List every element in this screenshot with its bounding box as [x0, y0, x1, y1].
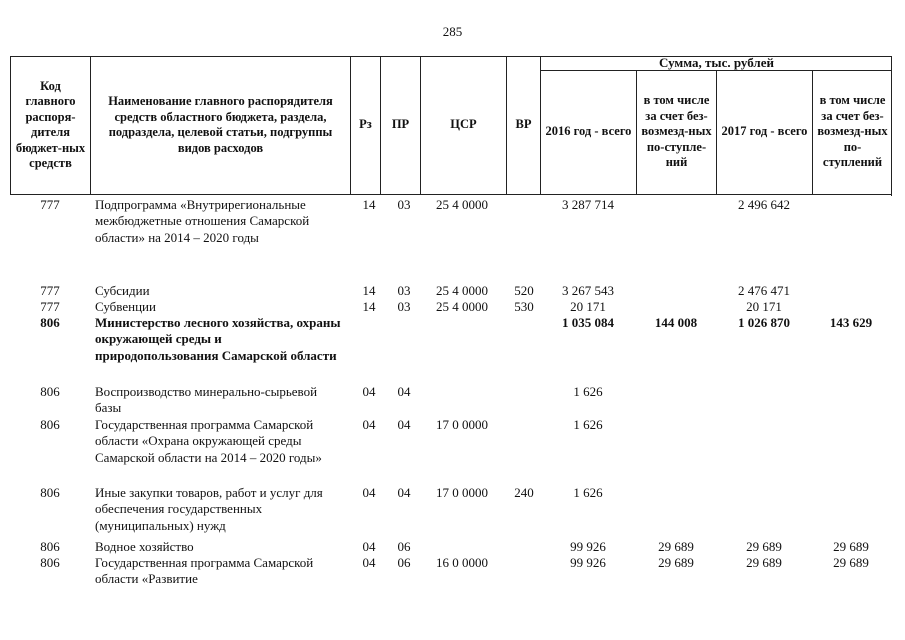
- header-2016-total: 2016 год - всего: [540, 70, 636, 194]
- row-name: Государственная программа Самарской области «Развитие: [95, 555, 314, 587]
- row-2017-total: 29 689: [746, 555, 782, 570]
- row-rz: 14: [362, 197, 376, 212]
- row-name: Водное хозяйство: [95, 539, 194, 554]
- row-2016-nonrepayable: 29 689: [658, 539, 694, 554]
- row-code: 777: [40, 197, 60, 212]
- row-2016-nonrepayable: 29 689: [658, 555, 694, 570]
- header-sum: Сумма, тыс. рублей: [540, 56, 892, 70]
- row-rz: 04: [362, 555, 376, 570]
- row-csr: 17 0 0000: [436, 417, 488, 432]
- row-pr: 03: [397, 299, 411, 314]
- row-code: 806: [40, 485, 60, 500]
- row-code: 806: [40, 539, 60, 554]
- row-pr: 03: [397, 197, 411, 212]
- header-2017-nonrepayable: в том числе за счет без-возмезд-ных по-ступлений: [812, 70, 892, 194]
- row-code: 806: [40, 555, 60, 570]
- header-bottom-rule: [10, 194, 892, 195]
- header-2017-total: 2017 год - всего: [716, 70, 812, 194]
- header-vr: ВР: [506, 56, 540, 194]
- row-pr: 06: [397, 555, 411, 570]
- row-rz: 04: [362, 384, 376, 399]
- row-rz: 04: [362, 417, 376, 432]
- row-name: Субсидии: [95, 283, 150, 298]
- page-number: 285: [442, 24, 463, 39]
- row-vr: 520: [514, 283, 534, 298]
- table-header: [10, 56, 892, 196]
- row-vr: 530: [514, 299, 534, 314]
- header-pr: ПР: [380, 56, 420, 194]
- row-2016-nonrepayable: 144 008: [654, 315, 698, 330]
- row-2016-total: 1 626: [573, 384, 603, 399]
- header-rz: Рз: [350, 56, 380, 194]
- row-2016-total: 1 626: [573, 485, 603, 500]
- row-2017-nonrepayable: 143 629: [829, 315, 873, 330]
- row-pr: 06: [397, 539, 411, 554]
- row-name: Подпрограмма «Внутрирегиональные межбюджетные отношения Самарской области» на 2014 – 2020 годы: [95, 197, 310, 245]
- row-code: 806: [40, 315, 60, 330]
- row-csr: 25 4 0000: [436, 197, 488, 212]
- row-code: 806: [40, 384, 60, 399]
- row-2016-total: 1 035 084: [562, 315, 614, 330]
- row-rz: 14: [362, 299, 376, 314]
- row-vr: 240: [514, 485, 534, 500]
- row-rz: 04: [362, 539, 376, 554]
- row-rz: 04: [362, 485, 376, 500]
- row-2017-total: 2 476 471: [738, 283, 790, 298]
- row-code: 777: [40, 283, 60, 298]
- row-name: Министерство лесного хозяйства, охраны окружающей среды и природопользования Самарской области: [95, 315, 341, 363]
- row-pr: 03: [397, 283, 411, 298]
- row-code: 806: [40, 417, 60, 432]
- row-name: Воспроизводство минерально-сырьевой базы: [95, 384, 318, 416]
- row-2017-total: 29 689: [746, 539, 782, 554]
- row-2017-nonrepayable: 29 689: [833, 539, 869, 554]
- row-name: Иные закупки товаров, работ и услуг для обеспечения государственных (муниципальных) нужд: [95, 485, 323, 533]
- row-2016-total: 3 287 714: [562, 197, 614, 212]
- header-name: Наименование главного распорядителя средств областного бюджета, раздела, подраздела, целевой статьи, подгруппы видов расходов: [90, 56, 350, 194]
- row-csr: 25 4 0000: [436, 299, 488, 314]
- row-2017-total: 2 496 642: [738, 197, 790, 212]
- header-code: Код главного распоря-дителя бюджет-ных средств: [10, 56, 90, 194]
- row-csr: 16 0 0000: [436, 555, 488, 570]
- row-pr: 04: [397, 485, 411, 500]
- row-rz: 14: [362, 283, 376, 298]
- row-csr: 25 4 0000: [436, 283, 488, 298]
- row-name: Субвенции: [95, 299, 156, 314]
- header-2016-nonrepayable: в том числе за счет без-возмезд-ных по-ступле-ний: [636, 70, 716, 194]
- row-2017-total: 20 171: [746, 299, 782, 314]
- row-code: 777: [40, 299, 60, 314]
- row-2016-total: 99 926: [570, 539, 606, 554]
- row-2016-total: 99 926: [570, 555, 606, 570]
- row-pr: 04: [397, 384, 411, 399]
- row-name: Государственная программа Самарской области «Охрана окружающей среды Самарской области на 2014 – 2020 годы»: [95, 417, 322, 465]
- row-2016-total: 3 267 543: [562, 283, 614, 298]
- row-2016-total: 1 626: [573, 417, 603, 432]
- row-csr: 17 0 0000: [436, 485, 488, 500]
- row-2017-nonrepayable: 29 689: [833, 555, 869, 570]
- header-csr: ЦСР: [420, 56, 506, 194]
- row-2016-total: 20 171: [570, 299, 606, 314]
- row-pr: 04: [397, 417, 411, 432]
- row-2017-total: 1 026 870: [738, 315, 790, 330]
- header-right-rule: [891, 56, 892, 196]
